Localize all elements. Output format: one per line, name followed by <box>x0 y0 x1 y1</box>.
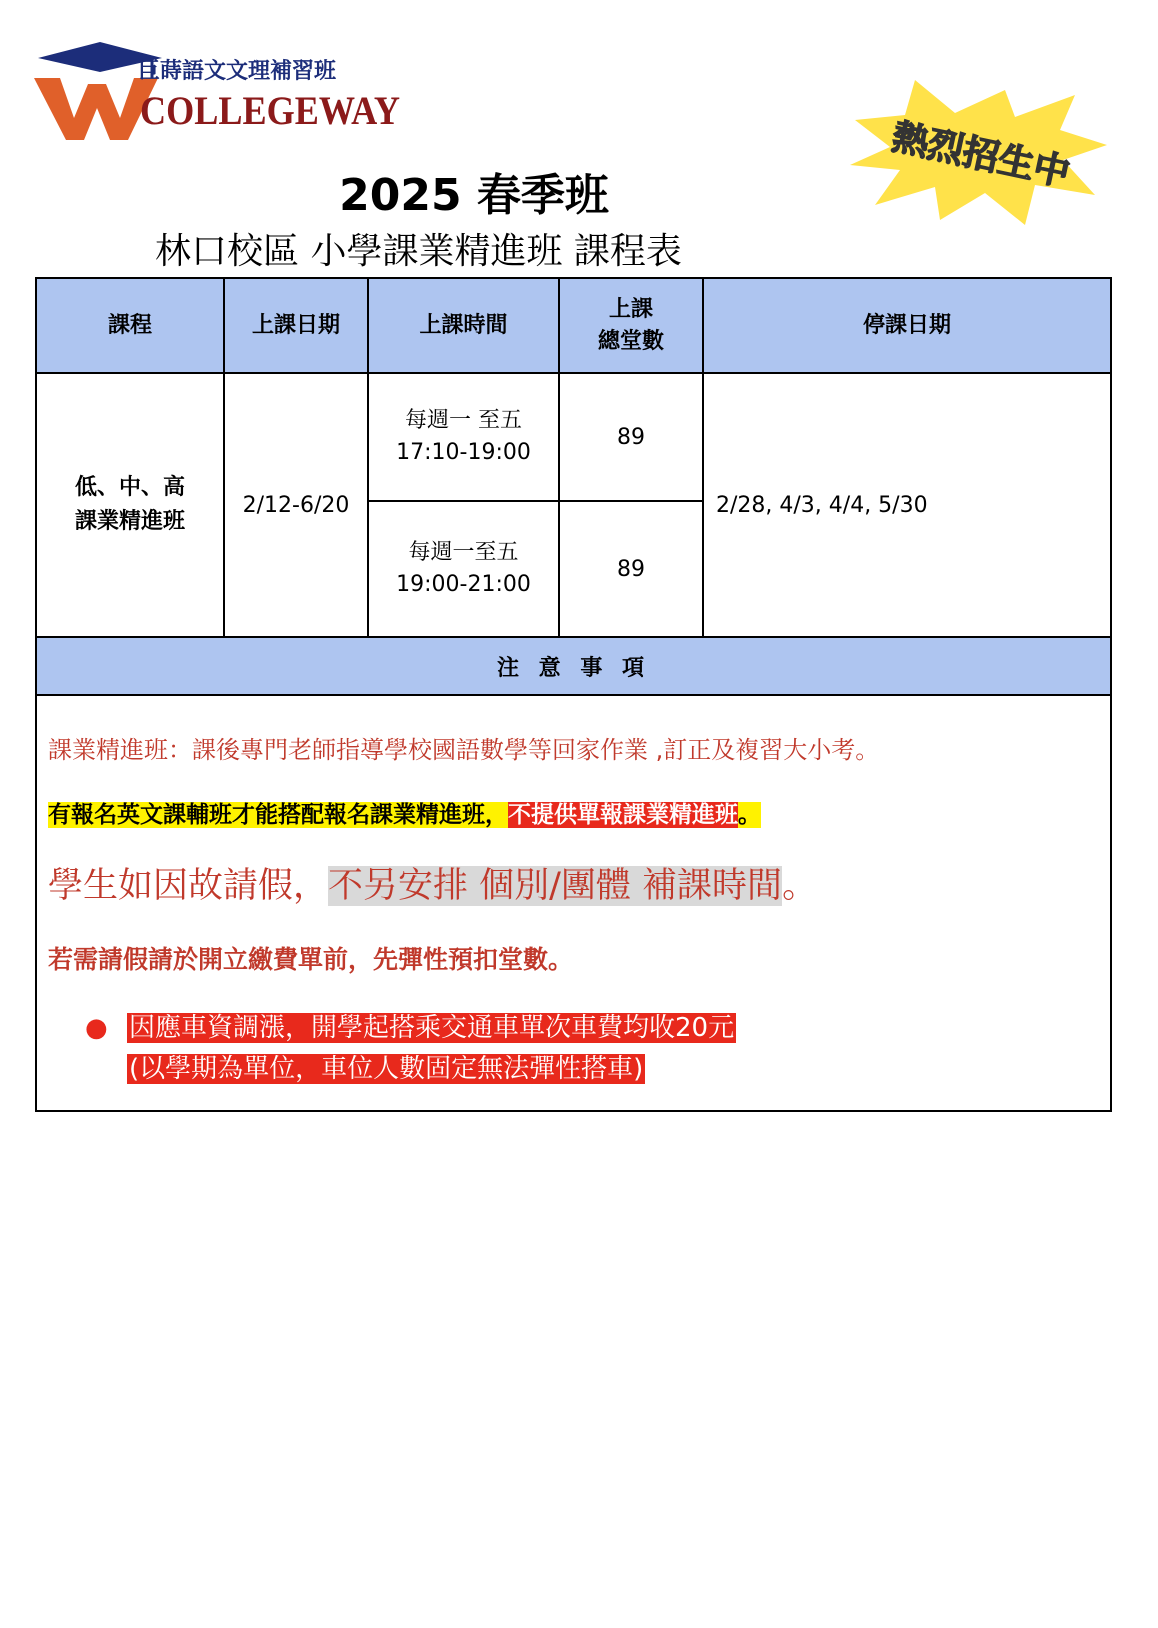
notes-heading: 注 意 事 項 <box>36 637 1111 695</box>
col-header-course: 課程 <box>36 278 224 373</box>
session-1-count: 89 <box>559 373 703 501</box>
course-cell <box>36 373 224 637</box>
session-2-time: 19:00-21:00 <box>396 572 531 597</box>
note-1: 課業精進班：課後專門老師指導學校國語數學等回家作業 ,訂正及複習大小考。 <box>48 736 880 764</box>
col-header-total-line2: 總堂數 <box>597 328 664 354</box>
page-subtitle: 林口校區 小學課業精進班 課程表 <box>155 231 682 272</box>
session-2-count: 89 <box>559 501 703 637</box>
note-4: 若需請假請於開立繳費單前，先彈性預扣堂數。 <box>48 945 574 974</box>
off-days-cell: 2/28, 4/3, 4/4, 5/30 <box>703 373 1111 637</box>
note-5-bullet-icon: ● <box>85 1013 108 1043</box>
note-3-end: 。 <box>782 866 818 906</box>
logo-english-name: COLLEGEWAY <box>140 88 401 133</box>
course-line1: 低、中、高 <box>74 475 185 500</box>
badge-text: 熱烈招生中 <box>888 116 1074 195</box>
logo-chinese-name: 巨蒔語文文理補習班 <box>138 58 337 84</box>
session-2-day: 每週一至五 <box>408 540 519 565</box>
col-header-dates: 上課日期 <box>224 278 368 373</box>
note-3 <box>48 858 817 908</box>
note-5-line1: 因應車資調漲，開學起搭乘交通車單次車費均收20元 <box>129 1013 735 1043</box>
note-5-line2: (以學期為單位，車位人數固定無法彈性搭車) <box>129 1054 644 1084</box>
note-2-highlight-red: 不提供單報課業精進班 <box>508 802 738 828</box>
session-1-time-cell <box>368 373 559 501</box>
note-5 <box>85 1007 736 1085</box>
dates-cell: 2/12-6/20 <box>224 373 368 637</box>
note-2 <box>48 796 761 829</box>
table-header-row <box>36 278 1111 373</box>
note-2-end: 。 <box>738 802 761 828</box>
note-3-start: 學生如因故請假， <box>48 866 329 906</box>
note-2-highlight-yellow: 有報名英文課輔班才能搭配報名課業精進班， <box>48 802 508 828</box>
page-title: 2025 春季班 <box>339 170 609 221</box>
session-1-day: 每週一 至五 <box>405 408 522 433</box>
collegeway-logo <box>30 40 410 150</box>
col-header-off-days: 停課日期 <box>703 278 1111 373</box>
col-header-total-line1: 上課 <box>608 296 653 322</box>
note-3-highlight-gray: 不另安排 個別/團體 補課時間 <box>328 866 783 906</box>
session-2-time-cell <box>368 501 559 637</box>
col-header-total <box>559 278 703 373</box>
session-1-time: 17:10-19:00 <box>396 440 531 465</box>
notes-header-row <box>36 637 1111 695</box>
col-header-time: 上課時間 <box>368 278 559 373</box>
table-row <box>36 373 1111 501</box>
course-line2: 課業精進班 <box>74 509 185 534</box>
schedule-table <box>35 277 1112 1112</box>
